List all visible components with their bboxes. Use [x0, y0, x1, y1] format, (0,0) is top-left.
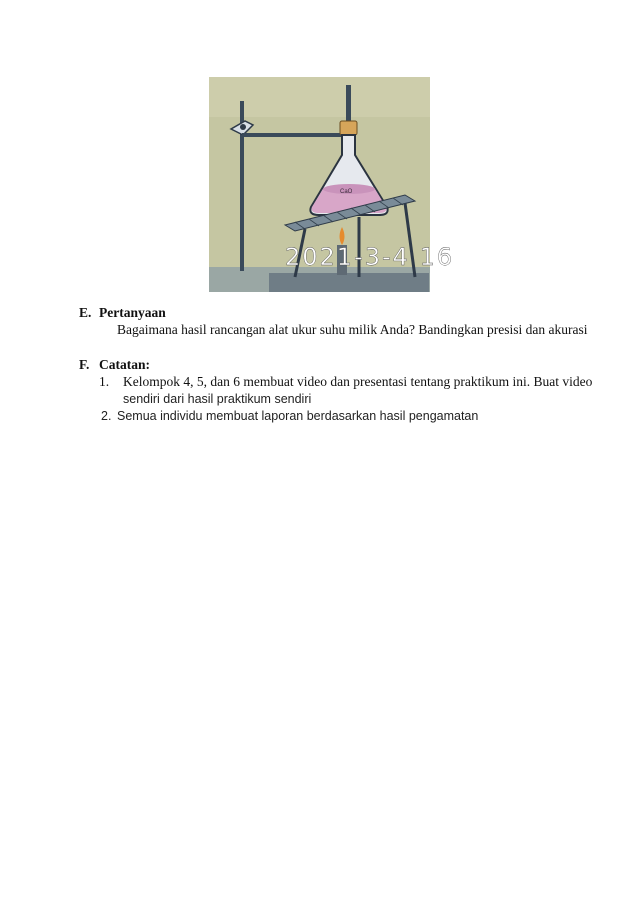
- list-item-number: 1.: [99, 374, 110, 389]
- list-item-text-continued: sendiri dari hasil praktikum sendiri: [123, 392, 312, 406]
- lab-apparatus-photo: [209, 77, 455, 292]
- section-e-letter: E.: [79, 305, 92, 320]
- section-e-title: Pertanyaan: [99, 305, 166, 320]
- section-e-question: Bagaimana hasil rancangan alat ukur suhu milik Anda? Bandingkan presisi dan akurasi: [117, 322, 588, 337]
- list-item-text: Kelompok 4, 5, dan 6 membuat video dan presentasi tentang praktikum ini. Buat video: [123, 374, 593, 389]
- list-item-text: Semua individu membuat laporan berdasarkan hasil pengamatan: [117, 409, 479, 423]
- flask-label: CaO: [340, 189, 353, 195]
- section-f-title: Catatan:: [99, 357, 150, 372]
- section-f-letter: F.: [79, 357, 90, 372]
- photo-timestamp: 2021-3-4 16: [285, 243, 455, 271]
- list-item-number: 2.: [101, 409, 112, 423]
